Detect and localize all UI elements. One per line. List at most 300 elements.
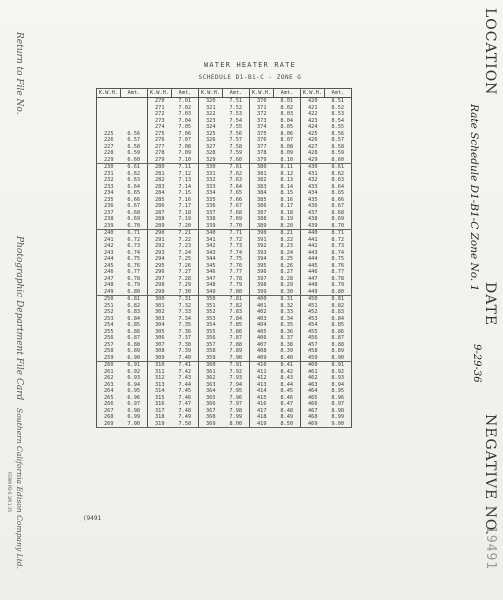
amount-cell: 7.80 (223, 289, 250, 296)
column-header: K.W.H. (250, 89, 274, 98)
amount-cell: 8.09 (274, 150, 301, 157)
amount-cell: 8.43 (274, 375, 301, 382)
amount-cell: 7.17 (172, 203, 199, 210)
amount-cell: 6.81 (121, 296, 148, 303)
kwh-cell: 249 (97, 289, 121, 296)
amount-cell: 6.90 (121, 355, 148, 362)
amount-cell: 8.98 (325, 408, 352, 415)
amount-cell: 8.41 (274, 362, 301, 369)
amount-cell: 7.32 (172, 303, 199, 310)
amount-cell: 6.88 (121, 342, 148, 349)
kwh-cell: 414 (250, 388, 274, 395)
kwh-cell: 442 (301, 243, 325, 250)
kwh-cell: 250 (97, 296, 121, 303)
kwh-cell: 279 (148, 157, 172, 164)
amount-cell: 7.16 (172, 197, 199, 204)
amount-cell: 8.14 (274, 184, 301, 191)
kwh-cell: 374 (250, 124, 274, 131)
kwh-cell: 464 (301, 388, 325, 395)
kwh-cell: 272 (148, 111, 172, 118)
amount-cell: 7.78 (223, 276, 250, 283)
amount-cell: 8.92 (325, 369, 352, 376)
kwh-cell: 234 (97, 190, 121, 197)
kwh-cell: 411 (250, 369, 274, 376)
amount-cell: 8.90 (325, 355, 352, 362)
kwh-cell: 296 (148, 269, 172, 276)
amount-cell: 7.93 (223, 375, 250, 382)
date-value: 9-29-36 (471, 344, 482, 383)
kwh-cell: 265 (97, 395, 121, 402)
amount-cell: 8.77 (325, 269, 352, 276)
kwh-cell: 432 (301, 177, 325, 184)
kwh-cell: 355 (199, 329, 223, 336)
kwh-cell: 458 (301, 348, 325, 355)
amount-cell: 7.11 (172, 164, 199, 171)
amount-cell: 7.10 (172, 157, 199, 164)
amount-cell: 6.63 (121, 177, 148, 184)
kwh-cell: 405 (250, 329, 274, 336)
amount-cell: 7.72 (223, 237, 250, 244)
amount-cell: 8.53 (325, 111, 352, 118)
kwh-cell: 347 (199, 276, 223, 283)
kwh-cell: 424 (301, 124, 325, 131)
kwh-cell: 364 (199, 388, 223, 395)
amount-cell: 8.31 (274, 296, 301, 303)
kwh-cell: 293 (148, 250, 172, 257)
amount-cell: 7.75 (223, 256, 250, 263)
amount-cell: 7.97 (223, 401, 250, 408)
table-row (97, 355, 352, 362)
amount-cell: 8.42 (274, 369, 301, 376)
amount-cell: 8.24 (274, 250, 301, 257)
amount-cell: 8.20 (274, 223, 301, 230)
amount-cell: 8.19 (274, 216, 301, 223)
kwh-cell: 332 (199, 177, 223, 184)
kwh-cell: 256 (97, 335, 121, 342)
column-header: Amt. (121, 89, 148, 98)
kwh-cell: 271 (148, 105, 172, 112)
amount-cell: 8.63 (325, 177, 352, 184)
amount-cell: 8.29 (274, 282, 301, 289)
kwh-cell: 422 (301, 111, 325, 118)
amount-cell: 8.01 (274, 98, 301, 105)
table-row (97, 164, 352, 171)
amount-cell: 8.79 (325, 282, 352, 289)
kwh-cell: 408 (250, 348, 274, 355)
amount-cell: 8.96 (325, 395, 352, 402)
amount-cell: 6.80 (121, 289, 148, 296)
kwh-cell: 388 (250, 216, 274, 223)
kwh-cell: 460 (301, 362, 325, 369)
amount-cell: 8.70 (325, 223, 352, 230)
amount-cell: 8.36 (274, 329, 301, 336)
kwh-cell: 282 (148, 177, 172, 184)
kwh-cell: 465 (301, 395, 325, 402)
kwh-cell: 357 (199, 342, 223, 349)
column-header: K.W.H. (199, 89, 223, 98)
amount-cell: 8.11 (274, 164, 301, 171)
kwh-cell: 448 (301, 282, 325, 289)
kwh-cell: 324 (199, 124, 223, 131)
amount-cell: 6.62 (121, 171, 148, 178)
kwh-cell: 439 (301, 223, 325, 230)
kwh-cell: 232 (97, 177, 121, 184)
kwh-cell: 233 (97, 184, 121, 191)
kwh-cell: 245 (97, 263, 121, 270)
kwh-cell: 304 (148, 322, 172, 329)
amount-cell: 8.45 (274, 388, 301, 395)
negative-number-label: NEGATIVE NO. (482, 414, 498, 537)
amount-cell: 8.03 (274, 111, 301, 118)
kwh-cell: 307 (148, 342, 172, 349)
amount-cell: 8.12 (274, 171, 301, 178)
kwh-cell: 340 (199, 230, 223, 237)
amount-cell: 8.00 (223, 421, 250, 428)
amount-cell: 8.22 (274, 237, 301, 244)
kwh-cell: 387 (250, 210, 274, 217)
amount-cell: 6.76 (121, 263, 148, 270)
kwh-cell: 449 (301, 289, 325, 296)
kwh-cell: 366 (199, 401, 223, 408)
amount-cell: 7.08 (172, 144, 199, 151)
kwh-cell: 363 (199, 382, 223, 389)
kwh-cell: 365 (199, 395, 223, 402)
amount-cell: 7.01 (172, 98, 199, 105)
kwh-cell: 235 (97, 197, 121, 204)
amount-cell: 6.94 (121, 382, 148, 389)
amount-cell: 7.67 (223, 203, 250, 210)
amount-cell: 8.69 (325, 216, 352, 223)
location-value: Rate Schedule D1-B1-C Zone No. 1 (468, 104, 480, 292)
amount-cell: 7.06 (172, 131, 199, 138)
amount-cell: 7.96 (223, 395, 250, 402)
amount-cell: 8.80 (325, 289, 352, 296)
kwh-cell: 395 (250, 263, 274, 270)
kwh-cell: 316 (148, 401, 172, 408)
amount-cell: 8.97 (325, 401, 352, 408)
amount-cell: 8.44 (274, 382, 301, 389)
kwh-cell: 264 (97, 388, 121, 395)
amount-cell: 6.77 (121, 269, 148, 276)
amount-cell: 6.60 (121, 157, 148, 164)
kwh-cell: 306 (148, 335, 172, 342)
kwh-cell: 349 (199, 289, 223, 296)
amount-cell: 6.95 (121, 388, 148, 395)
kwh-cell: 288 (148, 216, 172, 223)
kwh-cell: 372 (250, 111, 274, 118)
kwh-cell: 333 (199, 184, 223, 191)
amount-cell: 7.28 (172, 276, 199, 283)
kwh-cell: 319 (148, 421, 172, 428)
kwh-cell: 243 (97, 250, 121, 257)
amount-cell: 8.13 (274, 177, 301, 184)
kwh-cell: 413 (250, 382, 274, 389)
amount-cell: 7.79 (223, 282, 250, 289)
amount-cell: 7.89 (223, 348, 250, 355)
kwh-cell: 261 (97, 369, 121, 376)
amount-cell: 8.82 (325, 303, 352, 310)
kwh-cell: 423 (301, 118, 325, 125)
kwh-cell: 378 (250, 150, 274, 157)
amount-cell: 8.50 (274, 421, 301, 428)
amount-cell: 7.14 (172, 184, 199, 191)
kwh-cell: 287 (148, 210, 172, 217)
kwh-cell: 281 (148, 171, 172, 178)
kwh-cell: 393 (250, 250, 274, 257)
kwh-cell: 438 (301, 216, 325, 223)
amount-cell: 8.58 (325, 144, 352, 151)
amount-cell: 7.58 (223, 144, 250, 151)
amount-cell: 7.25 (172, 256, 199, 263)
amount-cell: 8.99 (325, 414, 352, 421)
amount-cell: 7.92 (223, 369, 250, 376)
kwh-cell: 295 (148, 263, 172, 270)
amount-cell: 8.66 (325, 197, 352, 204)
kwh-cell: 446 (301, 269, 325, 276)
kwh-cell: 298 (148, 282, 172, 289)
amount-cell: 7.53 (223, 111, 250, 118)
kwh-cell: 430 (301, 164, 325, 171)
kwh-cell: 389 (250, 223, 274, 230)
kwh-cell: 334 (199, 190, 223, 197)
kwh-cell: 286 (148, 203, 172, 210)
column-header: Amt. (223, 89, 250, 98)
amount-cell: 7.41 (172, 362, 199, 369)
kwh-cell: 397 (250, 276, 274, 283)
amount-cell: 6.65 (121, 190, 148, 197)
kwh-cell: 227 (97, 144, 121, 151)
amount-cell: 7.36 (172, 329, 199, 336)
kwh-cell: 342 (199, 243, 223, 250)
amount-cell: 6.74 (121, 250, 148, 257)
kwh-cell: 335 (199, 197, 223, 204)
amount-cell: 7.44 (172, 382, 199, 389)
department-label: Photographic Department File Card (14, 236, 24, 401)
kwh-cell: 348 (199, 282, 223, 289)
kwh-cell: 419 (250, 421, 274, 428)
amount-cell: 6.64 (121, 184, 148, 191)
kwh-cell: 443 (301, 250, 325, 257)
kwh-cell: 327 (199, 144, 223, 151)
amount-cell: 7.09 (172, 150, 199, 157)
kwh-cell: 400 (250, 296, 274, 303)
kwh-cell: 311 (148, 369, 172, 376)
kwh-cell: 385 (250, 197, 274, 204)
kwh-cell: 244 (97, 256, 121, 263)
kwh-cell: 258 (97, 348, 121, 355)
amount-cell: 7.90 (223, 355, 250, 362)
amount-cell: 8.72 (325, 237, 352, 244)
amount-cell: 7.59 (223, 150, 250, 157)
amount-cell (121, 98, 148, 105)
kwh-cell: 362 (199, 375, 223, 382)
amount-cell: 7.35 (172, 322, 199, 329)
amount-cell: 7.84 (223, 316, 250, 323)
kwh-cell: 338 (199, 216, 223, 223)
kwh-cell: 325 (199, 131, 223, 138)
amount-cell: 8.05 (274, 124, 301, 131)
kwh-cell: 313 (148, 382, 172, 389)
kwh-cell: 284 (148, 190, 172, 197)
amount-cell: 8.46 (274, 395, 301, 402)
amount-cell: 6.57 (121, 137, 148, 144)
amount-cell: 6.85 (121, 322, 148, 329)
amount-cell: 8.15 (274, 190, 301, 197)
kwh-cell: 269 (97, 421, 121, 428)
kwh-cell: 445 (301, 263, 325, 270)
kwh-cell: 253 (97, 316, 121, 323)
kwh-cell: 384 (250, 190, 274, 197)
kwh-cell: 457 (301, 342, 325, 349)
kwh-cell: 339 (199, 223, 223, 230)
amount-cell: 7.86 (223, 329, 250, 336)
amount-cell: 6.97 (121, 401, 148, 408)
amount-cell: 8.94 (325, 382, 352, 389)
kwh-cell: 302 (148, 309, 172, 316)
amount-cell: 7.15 (172, 190, 199, 197)
amount-cell: 7.22 (172, 237, 199, 244)
date-label: DATE (482, 282, 498, 327)
amount-cell: 8.32 (274, 303, 301, 310)
amount-cell: 7.68 (223, 210, 250, 217)
kwh-cell: 317 (148, 408, 172, 415)
amount-cell: 7.07 (172, 137, 199, 144)
amount-cell: 8.59 (325, 150, 352, 157)
kwh-cell: 410 (250, 362, 274, 369)
kwh-cell: 312 (148, 375, 172, 382)
kwh-cell: 379 (250, 157, 274, 164)
kwh-cell: 291 (148, 237, 172, 244)
kwh-cell: 337 (199, 210, 223, 217)
amount-cell: 8.51 (325, 98, 352, 105)
table-row (97, 296, 352, 303)
amount-cell: 8.07 (274, 137, 301, 144)
amount-cell: 7.54 (223, 118, 250, 125)
kwh-cell: 267 (97, 408, 121, 415)
amount-cell: 7.52 (223, 105, 250, 112)
amount-cell: 7.57 (223, 137, 250, 144)
amount-cell: 7.94 (223, 382, 250, 389)
kwh-cell: 412 (250, 375, 274, 382)
kwh-cell: 386 (250, 203, 274, 210)
kwh-cell: 416 (250, 401, 274, 408)
amount-cell: 7.13 (172, 177, 199, 184)
kwh-cell: 431 (301, 171, 325, 178)
document-subtitle: SCHEDULE D1-B1-C - ZONE G (198, 74, 302, 81)
kwh-cell: 285 (148, 197, 172, 204)
amount-cell: 6.71 (121, 230, 148, 237)
kwh-cell: 426 (301, 137, 325, 144)
kwh-cell: 341 (199, 237, 223, 244)
kwh-cell: 290 (148, 230, 172, 237)
amount-cell: 7.03 (172, 111, 199, 118)
kwh-cell: 278 (148, 150, 172, 157)
amount-cell: 7.99 (223, 414, 250, 421)
amount-cell: 8.08 (274, 144, 301, 151)
kwh-cell: 377 (250, 144, 274, 151)
amount-cell: 7.19 (172, 216, 199, 223)
kwh-cell: 280 (148, 164, 172, 171)
kwh-cell: 417 (250, 408, 274, 415)
document-title: WATER HEATER RATE (203, 61, 297, 69)
amount-cell: 8.26 (274, 263, 301, 270)
kwh-cell: 467 (301, 408, 325, 415)
kwh-cell: 461 (301, 369, 325, 376)
kwh-cell: 433 (301, 184, 325, 191)
amount-cell: 6.96 (121, 395, 148, 402)
kwh-cell: 468 (301, 414, 325, 421)
amount-cell: 8.76 (325, 263, 352, 270)
kwh-cell: 420 (301, 98, 325, 105)
rate-table-body (97, 98, 352, 428)
amount-cell: 8.47 (274, 401, 301, 408)
kwh-cell: 294 (148, 256, 172, 263)
amount-cell: 7.39 (172, 348, 199, 355)
amount-cell: 7.27 (172, 269, 199, 276)
kwh-cell: 390 (250, 230, 274, 237)
amount-cell: 8.89 (325, 348, 352, 355)
amount-cell: 8.30 (274, 289, 301, 296)
amount-cell: 7.24 (172, 250, 199, 257)
amount-cell: 6.84 (121, 316, 148, 323)
kwh-cell: 248 (97, 282, 121, 289)
amount-cell: 7.91 (223, 362, 250, 369)
kwh-cell: 428 (301, 150, 325, 157)
kwh-cell: 359 (199, 355, 223, 362)
kwh-cell: 437 (301, 210, 325, 217)
amount-cell: 8.23 (274, 243, 301, 250)
amount-cell: 7.05 (172, 124, 199, 131)
amount-cell: 7.38 (172, 342, 199, 349)
column-header: K.W.H. (97, 89, 121, 98)
kwh-cell: 455 (301, 329, 325, 336)
kwh-cell (97, 98, 121, 105)
kwh-cell: 466 (301, 401, 325, 408)
kwh-cell: 270 (148, 98, 172, 105)
kwh-cell: 451 (301, 303, 325, 310)
footer-number: (9491 (83, 515, 102, 522)
amount-cell: 6.86 (121, 329, 148, 336)
kwh-cell: 276 (148, 137, 172, 144)
amount-cell: 7.02 (172, 105, 199, 112)
amount-cell: 7.63 (223, 177, 250, 184)
rate-table (96, 88, 352, 428)
table-row (97, 157, 352, 164)
amount-cell: 6.79 (121, 282, 148, 289)
kwh-cell: 314 (148, 388, 172, 395)
kwh-cell: 251 (97, 303, 121, 310)
kwh-cell: 305 (148, 329, 172, 336)
amount-cell: 6.58 (121, 144, 148, 151)
amount-cell: 7.82 (223, 303, 250, 310)
kwh-cell: 462 (301, 375, 325, 382)
kwh-cell: 382 (250, 177, 274, 184)
kwh-cell: 329 (199, 157, 223, 164)
amount-cell: 8.18 (274, 210, 301, 217)
kwh-cell: 283 (148, 184, 172, 191)
kwh-cell: 427 (301, 144, 325, 151)
amount-cell: 7.21 (172, 230, 199, 237)
amount-cell: 7.61 (223, 164, 250, 171)
amount-cell: 7.33 (172, 309, 199, 316)
kwh-cell: 435 (301, 197, 325, 204)
amount-cell: 8.49 (274, 414, 301, 421)
kwh-cell: 353 (199, 316, 223, 323)
kwh-cell: 255 (97, 329, 121, 336)
kwh-cell: 354 (199, 322, 223, 329)
kwh-cell: 447 (301, 276, 325, 283)
amount-cell: 7.42 (172, 369, 199, 376)
